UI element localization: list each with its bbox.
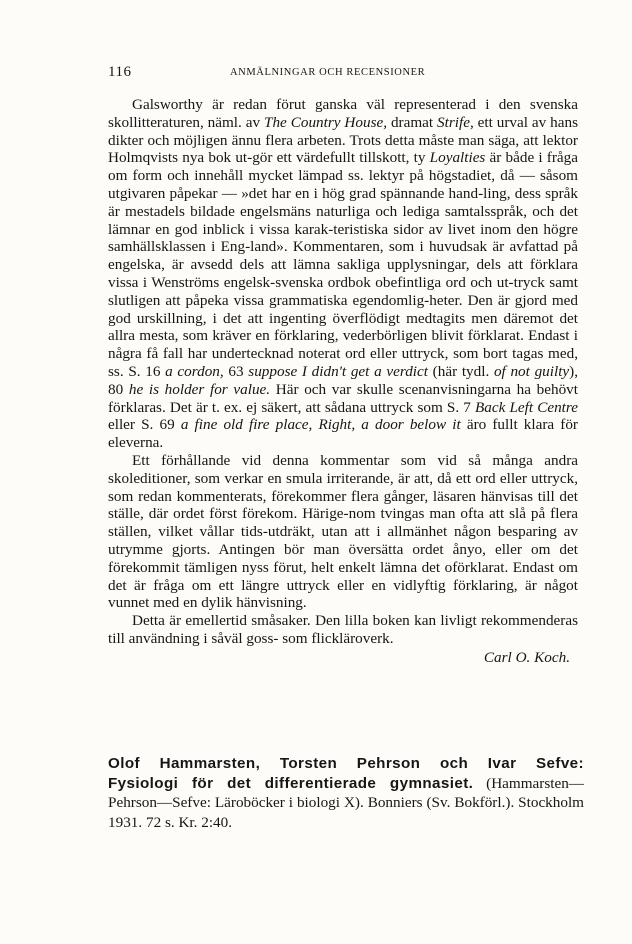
italic-phrase: a fine old fire place, Right, a door below it — [180, 416, 461, 434]
italic-phrase: he is holder for value. — [128, 380, 271, 398]
paragraph-3: Detta är emellertid småsaker. Den lilla boken kan livligt rekommenderas till användning i såväl goss- som flickläroverk. — [108, 612, 578, 647]
italic-title: The Country House, — [264, 113, 388, 131]
page-header — [108, 64, 578, 84]
review-book-title: Fysiologi för det differentierade gymnasiet. — [108, 774, 474, 792]
running-title: ANMÄLNINGAR OCH RECENSIONER — [230, 67, 426, 78]
text-run: Galsworthy är redan förut ganska väl representerad i den svenska skollitteraturen, näml. av — [108, 96, 578, 131]
text-run: Här och var skulle scenanvisningarna ha behövt förklaras. Det är t. ex. ej säkert, att sådana uttryck som S. 7 — [108, 380, 578, 416]
text-run: äro fullt klara för eleverna. — [108, 416, 578, 452]
text-run: eller S. 69 — [108, 416, 181, 434]
text-run: ), 80 — [108, 362, 579, 398]
page-number: 116 — [108, 64, 132, 80]
signature: Carl O. Koch. — [483, 648, 570, 666]
text-run: ett urval av hans dikter och möjligen ännu flera arbeten. Trots detta måste man säga, att lektor Holmqvists nya bok ut-gör ett värdefullt tillskott, ty — [108, 113, 578, 167]
italic-title: Loyalties — [429, 149, 486, 167]
text-run: (här tydl. — [427, 362, 494, 380]
review-body — [108, 96, 578, 667]
italic-phrase: a cordon, — [165, 362, 224, 380]
paragraph-1 — [108, 96, 578, 452]
italic-phrase: suppose I didn't get a verdict — [248, 362, 428, 380]
italic-phrase: of not guilty — [493, 362, 570, 380]
paragraph-2: Ett förhållande vid denna kommentar som vid så många andra skoleditioner, som verkar en smula irriterande, är att, då ett ord eller uttryck, som redan kommenterats, förekommer flera gånger, läsaren hänvisas till det ställe, där ordet först förekom. Härige-nom tvingas man ofta att slå på flera ställen, vilket vållar tids-utdräkt, utan att i allmänhet någon besparing av utrymme gjorts. Antingen bör man översätta ordet ånyo, eller om det förekommit tämligen nyss förut, helt enkelt lämna det oförklarat. Endast om det är fråga om ett längre uttryck eller en vidlyftig förklaring, är något vunnet med en dylik hänvisning. — [108, 451, 578, 612]
text-run: är både i fråga om form och innehåll mycket lämpad ss. lektyr på högstadiet, då — såsom utgivaren påpekar — »det har en i hög grad spännande hand-ling, dess språk är mestadels bildade engelsmäns naturliga och lediga samtalsspråk, och det lämnar en god inblick i vissa karak-teristiska sidor av livet inom den högre samhällsklassen i Eng-land». Kommentaren, som i huvudsak är avfattad på engelska, är avsedd dels att lämna sakliga upplysningar, dels att förklara vissa i Wenströms engelsk-svenska ordbok obefintliga ord och ut-tryck samt slutligen att påpeka vissa grammatiska egendomlig-heter. Den är gjord med god urskillning, i det att ingenting överflödigt medtagits men däremot det allra mesta, som kräver en förklaring, vederbörligen blivit förklarat. Endast i några få fall har undertecknad noterat ord eller uttryck, som bort tagas med, ss. S. 16 — [108, 149, 578, 380]
text-run: dramat — [387, 113, 438, 131]
italic-phrase: Back Left Centre — [474, 398, 578, 416]
review-authors: Olof Hammarsten, Torsten Pehrson och Ivar Sefve: — [108, 755, 584, 772]
next-review-heading — [108, 754, 584, 832]
review-publication-details: (Hammarsten—Pehrson—Sefve: Läroböcker i biologi X). Bonniers (Sv. Bokförl.). Stockholm 1931. 72 s. Kr. 2:40. — [108, 774, 584, 831]
italic-title: Strife, — [437, 113, 474, 131]
text-run: 63 — [223, 362, 249, 380]
